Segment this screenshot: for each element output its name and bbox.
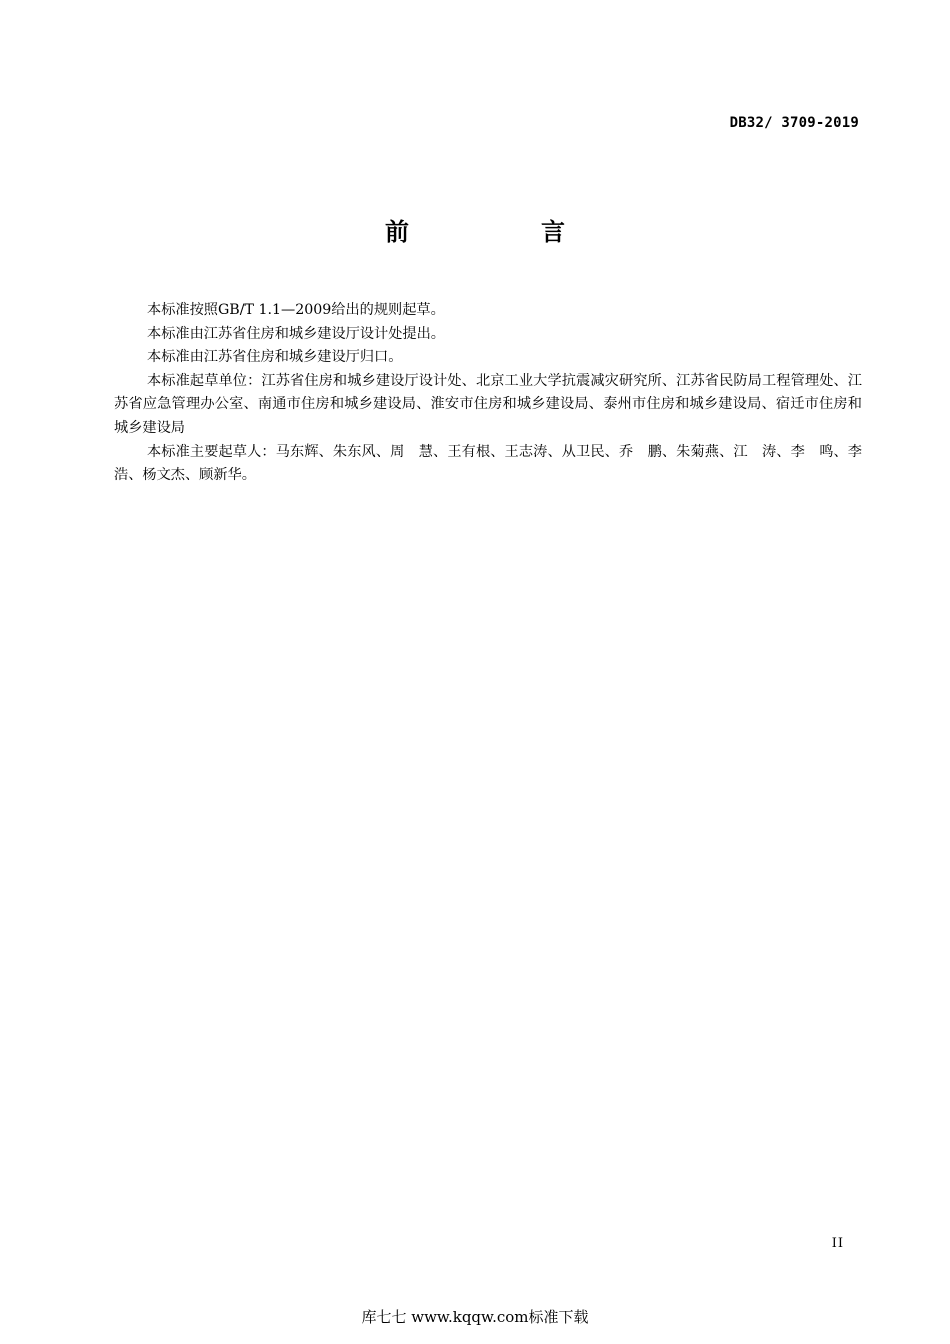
- page-number: II: [831, 1236, 844, 1251]
- foreword-body: [114, 299, 877, 488]
- footer-watermark: 库七七 www.kqqw.com标准下载: [361, 1308, 589, 1326]
- paragraph-drafters: 本标准主要起草人：马东辉、朱东风、周 慧、王有根、王志涛、从卫民、乔 鹏、朱菊燕、江 涛、李 鸣、李 浩、杨文杰、顾新华。: [114, 443, 877, 484]
- paragraph-drafting-rules: 本标准按照GB/T 1.1—2009给出的规则起草。: [147, 302, 445, 318]
- document-code: DB32/ 3709-2019: [729, 115, 859, 131]
- paragraph-administrator: 本标准由江苏省住房和城乡建设厅归口。: [147, 349, 403, 366]
- paragraph-proposer: 本标准由江苏省住房和城乡建设厅设计处提出。: [147, 325, 445, 342]
- page-title: 前 言: [385, 218, 619, 246]
- paragraph-drafting-units: 本标准起草单位：江苏省住房和城乡建设厅设计处、北京工业大学抗震减灾研究所、江苏省民防局工程管理处、江苏省应急管理办公室、南通市住房和城乡建设局、淮安市住房和城乡建设局、泰州市住房和城乡建设局、宿迁市住房和城乡建设局: [114, 372, 862, 436]
